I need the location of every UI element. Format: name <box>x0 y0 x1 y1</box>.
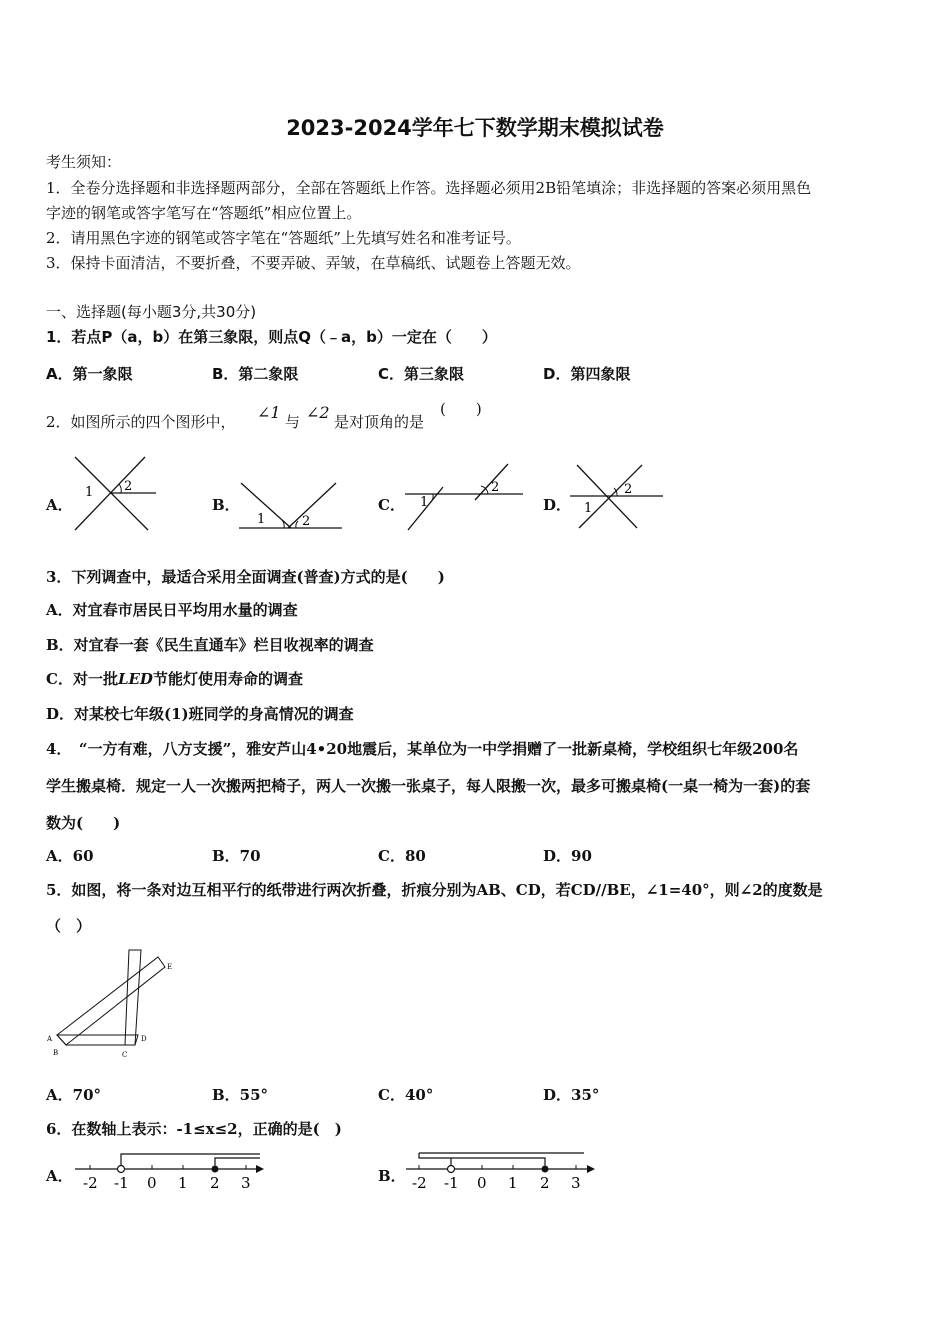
q2-answer-paren: ( ) <box>440 400 482 418</box>
q1-stem: 1．若点P（a，b）在第三象限，则点Q（﹣a，b）一定在（ ） <box>46 328 497 346</box>
q5-option-d: D．35° <box>543 1086 600 1104</box>
q4-line-3: 数为( ) <box>46 814 121 832</box>
tick-label: -1 <box>444 1174 459 1192</box>
solution-ray-right <box>215 1158 260 1165</box>
point-label-a: A <box>47 1035 53 1043</box>
tick-label: 3 <box>571 1174 581 1192</box>
notice-line-1a: 1．全卷分选择题和非选择题两部分，全部在答题纸上作答。选择题必须用2B铅笔填涂；非选择题的答案必须用黑色 <box>46 179 812 197</box>
line <box>241 483 291 528</box>
q2-figure-d <box>567 460 667 535</box>
tick-label: -2 <box>412 1174 427 1192</box>
angle-label-2: 2 <box>124 479 133 494</box>
q3-option-c <box>46 669 303 689</box>
point-label-b: B <box>53 1049 59 1057</box>
notice-line-2: 2．请用黑色字迹的钢笔或答字笔在“答题纸”上先填写姓名和准考证号。 <box>46 229 521 247</box>
q5-line-1: 5．如图，将一条对边互相平行的纸带进行两次折叠，折痕分别为AB、CD，若CD//BE，∠1=40°，则∠2的度数是 <box>46 881 823 899</box>
q2-label-b: B． <box>212 496 240 514</box>
q4-line-2: 学生搬桌椅．规定一人一次搬两把椅子，两人一次搬一张桌子，每人限搬一次，最多可搬桌椅(一桌一椅为一套)的套 <box>46 777 811 795</box>
solution-segment <box>451 1158 545 1165</box>
q3-option-c-led: LED <box>117 670 153 688</box>
open-point <box>448 1166 455 1173</box>
q3-option-c-post: 节能灯使用寿命的调查 <box>152 670 303 688</box>
notice-line-1b: 字迹的钢笔或答字笔写在“答题纸”相应位置上。 <box>46 204 362 222</box>
q6-label-b: B． <box>378 1167 406 1185</box>
tick-label: 0 <box>477 1174 487 1192</box>
point-label-e: E <box>167 963 173 971</box>
q4-option-a: A．60 <box>46 847 94 865</box>
solution-ray-left <box>121 1154 260 1165</box>
open-point <box>118 1166 125 1173</box>
q2-label-a: A． <box>46 496 73 514</box>
q5-figure <box>44 945 184 1063</box>
q2-label-d: D． <box>543 496 572 514</box>
q4-option-b: B．70 <box>212 847 261 865</box>
q6-stem: 6．在数轴上表示：-1≤x≤2，正确的是( ) <box>46 1120 342 1138</box>
q1-option-d: D．第四象限 <box>543 365 631 383</box>
q5-line-2: （ ） <box>46 917 92 935</box>
paper-strip-vertical <box>125 950 141 1045</box>
angle-label-1: 1 <box>85 485 94 500</box>
closed-point <box>212 1166 219 1173</box>
q1-option-b: B．第二象限 <box>212 365 299 383</box>
q3-option-a: A．对宜春市居民日平均用水量的调查 <box>46 601 298 619</box>
q2-stem-post: 是对顶角的是 <box>334 413 425 431</box>
q4-option-c: C．80 <box>378 847 426 865</box>
angle-arc <box>119 484 121 493</box>
q3-stem: 3．下列调查中，最适合采用全面调查(普查)方式的是( ) <box>46 568 445 586</box>
angle-arc <box>296 521 298 528</box>
tick-label: -1 <box>114 1174 129 1192</box>
point-label-d: D <box>141 1035 147 1043</box>
q2-angle-1: ∠1 <box>257 403 281 422</box>
q2-figure-b <box>236 478 346 534</box>
notice-line-3: 3．保持卡面清洁，不要折叠，不要弄破、弄皱，在草稿纸、试题卷上答题无效。 <box>46 254 581 272</box>
line <box>288 483 336 528</box>
angle-label-1: 1 <box>584 501 593 516</box>
solution-left-step <box>419 1153 451 1165</box>
q3-option-b: B．对宜春一套《民生直通车》栏目收视率的调查 <box>46 636 374 654</box>
angle-label-2: 2 <box>491 480 500 495</box>
q2-angle-2: ∠2 <box>306 403 330 422</box>
q2-figure-c <box>403 460 528 535</box>
q2-stem-pre: 2．如图所示的四个图形中， <box>46 413 236 431</box>
notice-heading: 考生须知： <box>46 153 122 171</box>
q1-option-a: A．第一象限 <box>46 365 133 383</box>
axis-arrow <box>587 1165 595 1173</box>
q6-number-line-b <box>401 1148 601 1190</box>
tick-label: 1 <box>508 1174 518 1192</box>
q2-figure-a <box>70 452 165 534</box>
q4-line-1: 4． “一方有难，八方支援”，雅安芦山4•20地震后，某单位为一中学捐赠了一批新桌椅，学校组织七年级200名 <box>46 740 799 758</box>
tick-label: 1 <box>178 1174 188 1192</box>
tick-label: 2 <box>210 1174 220 1192</box>
q2-label-c: C． <box>378 496 405 514</box>
tick-label: -2 <box>83 1174 98 1192</box>
angle-label-2: 2 <box>624 482 633 497</box>
section-heading: 一、选择题(每小题3分,共30分) <box>46 303 257 321</box>
q5-option-c: C．40° <box>378 1086 434 1104</box>
q5-option-a: A．70° <box>46 1086 102 1104</box>
tick-label: 0 <box>147 1174 157 1192</box>
point-label-c: C <box>122 1051 128 1059</box>
angle-label-1: 1 <box>257 512 266 527</box>
q6-label-a: A． <box>46 1167 73 1185</box>
angle-label-2: 2 <box>302 514 311 529</box>
q2-stem-mid: 与 <box>285 413 301 431</box>
closed-point <box>542 1166 549 1173</box>
q6-number-line-a <box>70 1148 270 1190</box>
tick-label: 3 <box>241 1174 251 1192</box>
tick-label: 2 <box>540 1174 550 1192</box>
page-title: 2023-2024学年七下数学期末模拟试卷 <box>286 116 664 140</box>
q3-option-d: D．对某校七年级(1)班同学的身高情况的调查 <box>46 705 354 723</box>
q4-option-d: D．90 <box>543 847 592 865</box>
q1-option-c: C．第三象限 <box>378 365 465 383</box>
angle-label-1: 1 <box>420 495 429 510</box>
q3-option-c-pre: C．对一批 <box>46 670 118 688</box>
axis-arrow <box>256 1165 264 1173</box>
q5-option-b: B．55° <box>212 1086 269 1104</box>
paper-strip-diagonal <box>57 957 165 1045</box>
